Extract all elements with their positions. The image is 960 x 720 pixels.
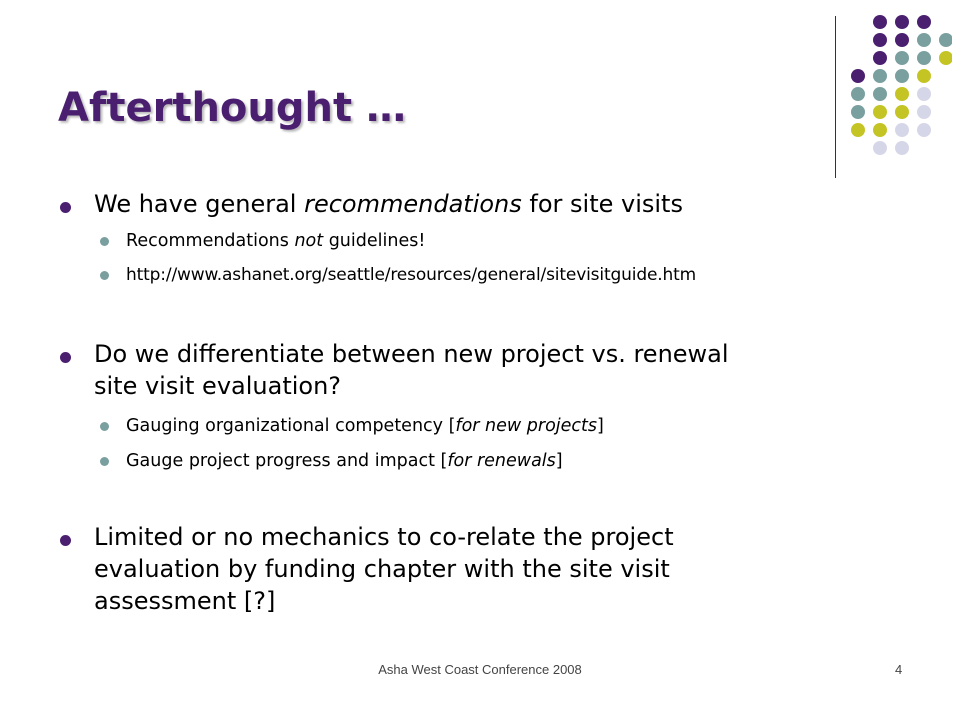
sub-bullet-text	[126, 449, 563, 473]
decorative-dot	[917, 87, 931, 101]
bullet-text-line: assessment [?]	[94, 587, 276, 615]
decorative-dot	[873, 141, 887, 155]
sub-bullet-text-emphasis: for renewals	[447, 451, 556, 471]
decorative-dot	[917, 51, 931, 65]
decorative-dot	[851, 105, 865, 119]
site-visit-guide-url: http://www.ashanet.org/seattle/resources/general/sitevisitguide.htm	[126, 265, 697, 285]
decorative-dot	[873, 51, 887, 65]
bullet-text-line: evaluation by funding chapter with the site visit	[94, 555, 670, 583]
sub-bullet-text-segment: ]	[555, 451, 563, 471]
decorative-dot-grid	[842, 8, 952, 158]
slide-title: Afterthought …	[58, 85, 407, 131]
decorative-dot	[895, 51, 909, 65]
sub-bullet-dot-icon	[100, 271, 109, 280]
bullet-text-emphasis: recommendations	[304, 190, 522, 218]
sub-bullet-text	[126, 414, 604, 438]
sub-bullet-dot-icon	[100, 237, 109, 246]
sub-bullet-dot-icon	[100, 457, 109, 466]
decorative-dot	[917, 69, 931, 83]
sub-bullet-text-segment: Gauge project progress and impact [	[126, 451, 448, 471]
decorative-dot	[895, 123, 909, 137]
sub-bullet-text	[126, 229, 425, 253]
decorative-dot	[917, 15, 931, 29]
footer-conference-name: Asha West Coast Conference 2008	[378, 662, 582, 677]
vertical-divider	[835, 16, 836, 178]
bullet-dot-icon	[60, 535, 71, 546]
decorative-dot	[917, 123, 931, 137]
decorative-dot	[917, 33, 931, 47]
sub-bullet-text-segment: guidelines!	[323, 231, 426, 251]
decorative-dot	[873, 105, 887, 119]
bullet-text	[94, 189, 683, 219]
sub-bullet-text-emphasis: not	[294, 231, 324, 251]
decorative-dot	[895, 15, 909, 29]
decorative-dot	[873, 123, 887, 137]
slide-page-number: 4	[895, 662, 903, 677]
bullet-dot-icon	[60, 202, 71, 213]
decorative-dot	[851, 87, 865, 101]
bullet-text-line: site visit evaluation?	[94, 372, 342, 400]
decorative-dot	[873, 15, 887, 29]
decorative-dot	[895, 141, 909, 155]
decorative-dot	[895, 105, 909, 119]
decorative-dot	[873, 33, 887, 47]
bullet-text-segment: We have general	[94, 190, 305, 218]
decorative-dot	[851, 69, 865, 83]
bullet-dot-icon	[60, 352, 71, 363]
decorative-dot	[939, 51, 952, 65]
decorative-dot	[895, 69, 909, 83]
sub-bullet-text-segment: Recommendations	[126, 231, 295, 251]
sub-bullet-text-segment: ]	[597, 416, 604, 436]
decorative-dot	[895, 87, 909, 101]
decorative-dot	[895, 33, 909, 47]
sub-bullet-dot-icon	[100, 422, 109, 431]
bullet-text-segment: for site visits	[521, 190, 683, 218]
bullet-text-line: Limited or no mechanics to co-relate the project	[94, 523, 674, 551]
decorative-dot	[873, 87, 887, 101]
decorative-dot	[917, 105, 931, 119]
sub-bullet-text-segment: Gauging organizational competency [	[126, 416, 456, 436]
decorative-dot	[939, 33, 952, 47]
decorative-dot	[851, 123, 865, 137]
decorative-dot	[873, 69, 887, 83]
bullet-text-line: Do we differentiate between new project vs. renewal	[94, 340, 729, 368]
sub-bullet-text-emphasis: for new projects	[455, 416, 598, 436]
